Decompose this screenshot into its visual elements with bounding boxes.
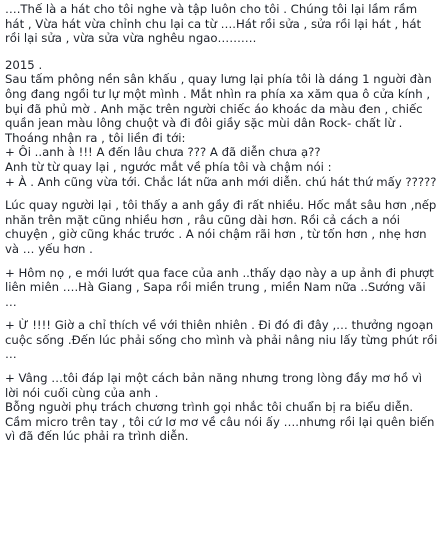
paragraph-scene: Sau tấm phông nền sân khấu , quay lưng lại phía tôi là dáng 1 nguời đàn ông đang ngồi tư lự một mình . Mắt nhìn ra phía xa xăm qua ô cửa kính , bụi đã phủ mờ . Anh mặc trên người chiếc áo khoác da màu đen , chiếc quần jean màu lông chuột và đi đôi giầy sặc mùi dân Rock- chất lừ . <box>5 72 436 131</box>
paragraph-gap <box>5 309 439 318</box>
paragraph-gap <box>5 46 439 58</box>
paragraph-reply: + Vâng …tôi đáp lại một cách bản năng nhưng trong lòng đầy mơ hồ vì lời nói cuối cùng của anh . <box>5 371 426 400</box>
paragraph-question-2: + Hôm nọ , e mới lướt qua face của anh ..thấy dạo này a up ảnh đi phượt liên miên ….Hà Giang , Sapa rồi miền trung , miền Nam nữa ..Sướng vãi … <box>5 265 438 309</box>
paragraph-recognize: Thoáng nhận ra , tôi liền đi tới: <box>5 130 186 145</box>
paragraph-answer-1: + À . Anh cũng vừa tới. Chắc lát nữa anh mới diễn. chú hát thứ mấy ????? <box>5 174 437 189</box>
post-body <box>5 2 442 444</box>
paragraph-gap <box>5 362 439 371</box>
paragraph-gap <box>5 257 439 266</box>
paragraph-ending: Bỗng nguời phụ trách chương trình gọi nhắc tôi chuẩn bị ra biểu diễn. Cầm micro trên tay , tôi cứ lơ mơ về câu nói ấy ….nhưng rồi lại quên biến vì đã đến lúc phải ra trình diễn. <box>5 400 439 444</box>
paragraph-answer-2: + Ừ !!!! Giờ a chỉ thích về với thiên nhiên . Đi đó đi đây ,… thưởng ngoạn cuộc sống .Đến lúc phải sống cho mình và phải nâng niu lấy từng phút rồi … <box>5 318 442 362</box>
paragraph-turn: Anh từ từ quay lại , ngước mắt về phía tôi và chậm nói : <box>5 159 332 174</box>
paragraph-gap <box>5 189 439 198</box>
paragraph-year: 2015 . <box>5 57 43 72</box>
paragraph-question-1: + Ôi ..anh à !!! A đến lâu chưa ??? A đã diễn chưa ạ?? <box>5 145 321 160</box>
paragraph-change: Lúc quay người lại , tôi thấy a anh gầy đi rất nhiều. Hốc mắt sâu hơn ,nếp nhăn trên mặt cũng nhiều hơn , râu cũng dài hơn. Rồi cả cách a nói chuyện , giờ cũng khác trước . A nói chậm rãi hơn , từ tốn hơn , nhẹ hơn và … yếu hơn . <box>5 198 441 256</box>
paragraph-intro: ….Thế là a hát cho tôi nghe và tập luôn cho tôi . Chúng tôi lại lầm rầm hát , Vừa hát vừa chỉnh chu lại ca từ ….Hát rồi sửa , sửa rồi lại hát , hát rồi lại sửa , vừa sửa vừa nghêu ngao………. <box>5 2 425 46</box>
